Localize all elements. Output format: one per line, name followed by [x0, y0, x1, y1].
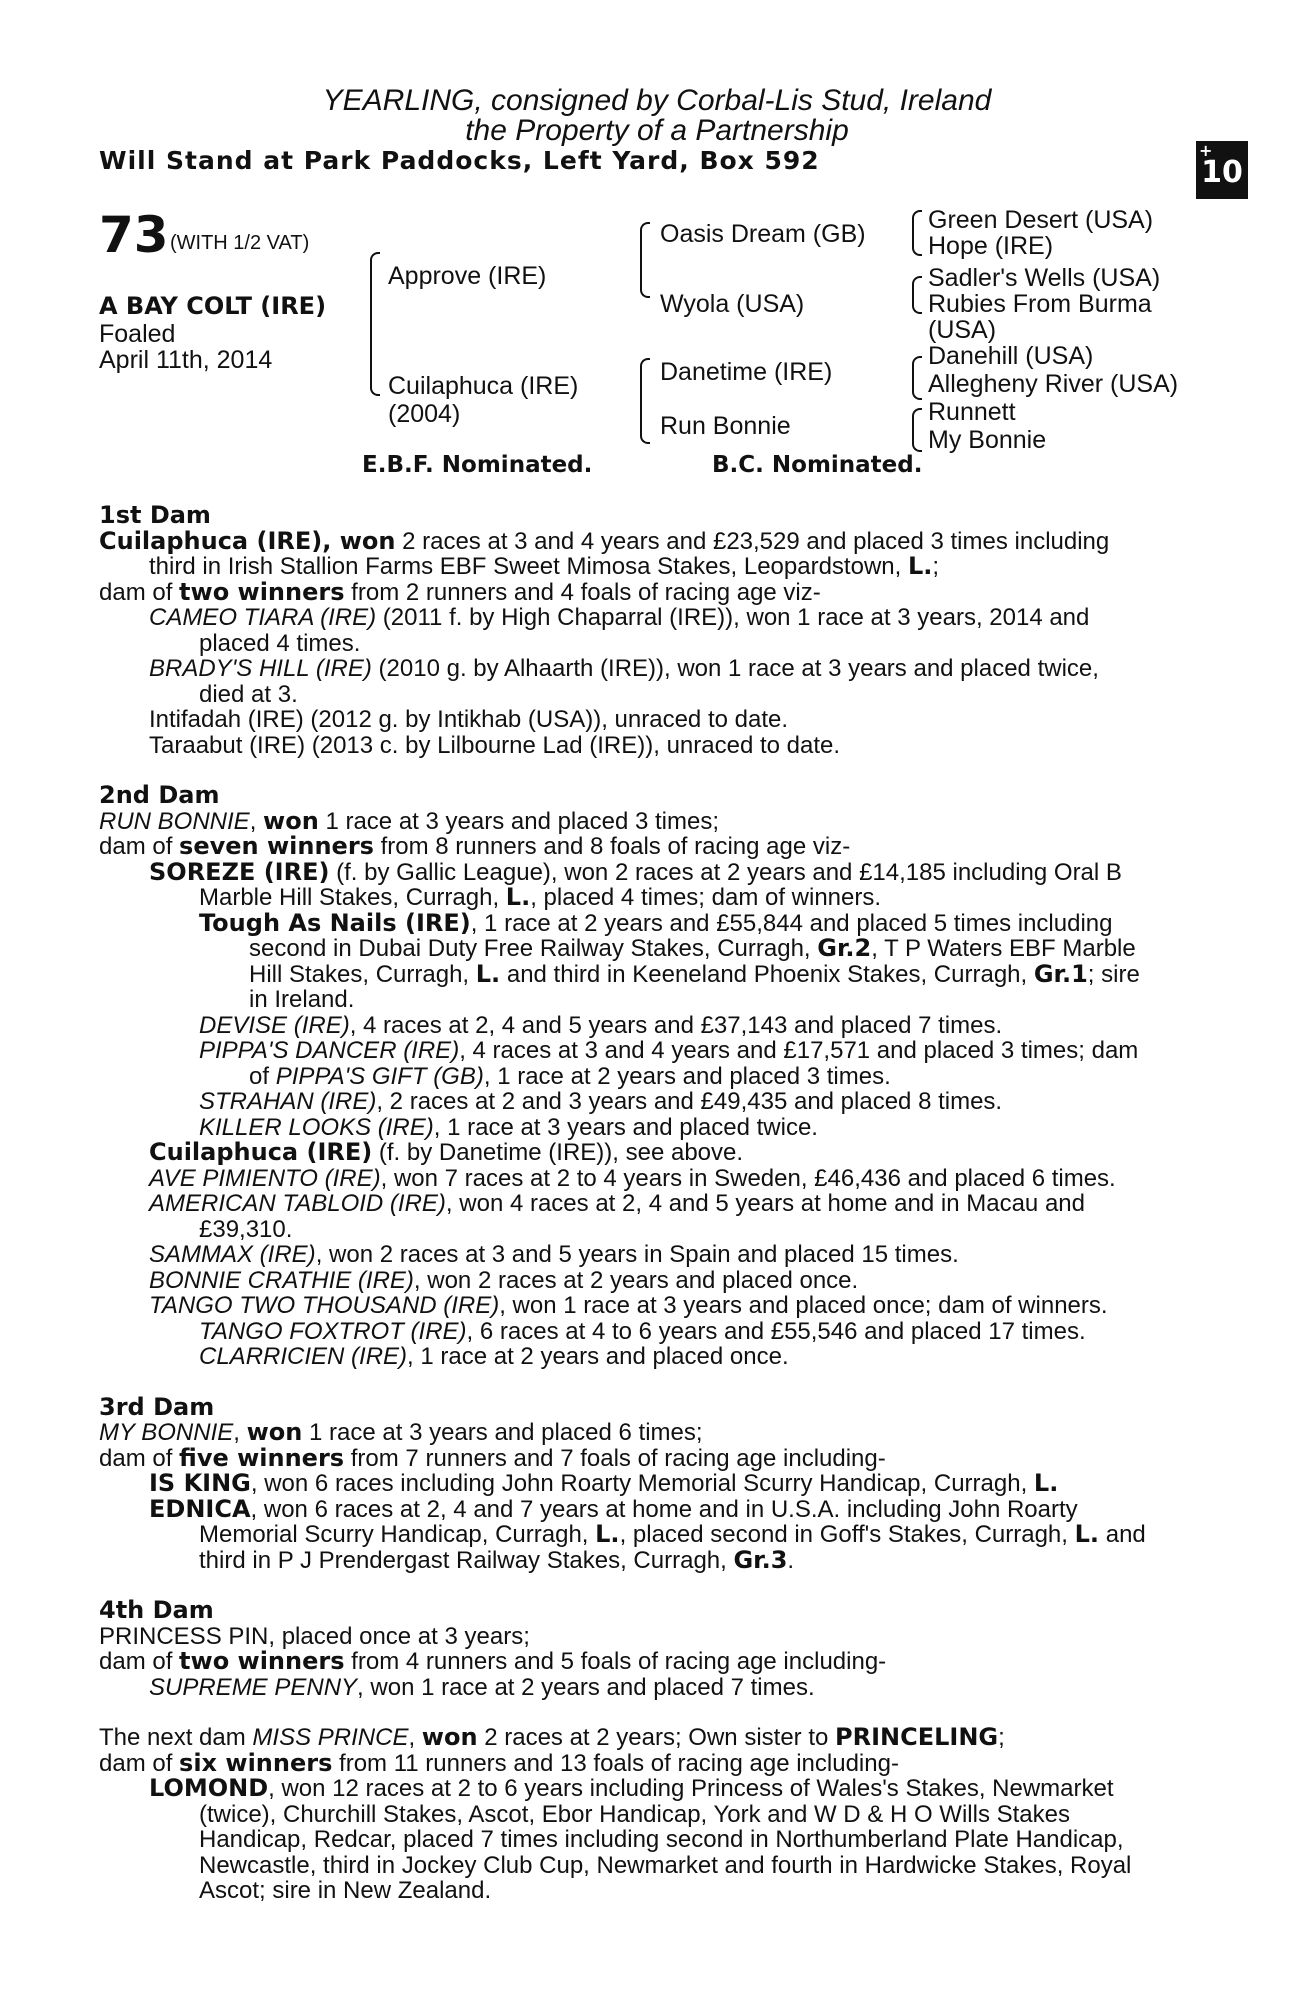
- foaled-label: Foaled: [99, 320, 176, 348]
- lot-name: A BAY COLT (IRE): [99, 292, 327, 320]
- fourth-dam-heading: 4th Dam: [99, 1596, 214, 1624]
- ped-sss: Green Desert (USA): [928, 206, 1154, 234]
- brace-sire: [640, 222, 650, 298]
- ped-dsd: Allegheny River (USA): [928, 370, 1179, 398]
- brace-sd: [912, 276, 922, 314]
- foal-american-tabloid: AMERICAN TABLOID (IRE), won 4 races at 2, 4 and 5 years at home and in Macau and: [149, 1190, 1085, 1217]
- foal-american-tabloid-cont: £39,310.: [199, 1215, 293, 1243]
- property-line: the Property of a Partnership: [465, 114, 849, 147]
- catalogue-badge: [1196, 141, 1248, 199]
- foal-soreze-cont: Marble Hill Stakes, Curragh, L., placed 4 times; dam of winners.: [199, 883, 882, 911]
- foal-tough-as-nails: Tough As Nails (IRE), 1 race at 2 years and £55,844 and placed 5 times including: [199, 908, 1113, 937]
- brace-gen1: [370, 252, 380, 396]
- foal-ednica-cont1: Memorial Scurry Handicap, Curragh, L., placed second in Goff's Stakes, Curragh, L. and: [199, 1520, 1146, 1548]
- foal-cameo-tiara: CAMEO TIARA (IRE) (2011 f. by High Chaparral (IRE)), won 1 race at 3 years, 2014 and: [149, 604, 1090, 631]
- foal-ednica: EDNICA, won 6 races at 2, 4 and 7 years at home and in U.S.A. including John Roarty: [149, 1494, 1078, 1523]
- foal-cuilaphuca: Cuilaphuca (IRE) (f. by Danetime (IRE)), see above.: [149, 1138, 744, 1166]
- foal-supreme-penny: SUPREME PENNY, won 1 race at 2 years and placed 7 times.: [149, 1673, 815, 1701]
- foal-sammax: SAMMAX (IRE), won 2 races at 3 and 5 years in Spain and placed 15 times.: [149, 1241, 959, 1268]
- ped-sdd: Rubies From Burma: [928, 290, 1152, 318]
- foal-tough-as-nails-cont3: in Ireland.: [249, 986, 355, 1013]
- foal-tango-two-thousand: TANGO TWO THOUSAND (IRE), won 1 race at 3 years and placed once; dam of winners.: [149, 1292, 1108, 1319]
- ebf-nominated: E.B.F. Nominated.: [362, 452, 593, 478]
- dam-name: Cuilaphuca (IRE): [388, 372, 579, 400]
- foal-clarricien: CLARRICIEN (IRE), 1 race at 2 years and placed once.: [199, 1343, 789, 1370]
- vat-note: (WITH 1/2 VAT): [170, 232, 310, 254]
- second-dam-line: RUN BONNIE, won 1 race at 3 years and placed 3 times;: [99, 806, 719, 835]
- first-dam-produce: dam of two winners from 2 runners and 4 foals of racing age viz-: [99, 577, 821, 606]
- dam-dam: Run Bonnie: [660, 412, 791, 440]
- foal-ave-pimiento: AVE PIMIENTO (IRE), won 7 races at 2 to 4 years in Sweden, £46,436 and placed 6 times.: [149, 1164, 1116, 1192]
- foal-bradys-hill: BRADY'S HILL (IRE) (2010 g. by Alhaarth (IRE)), won 1 race at 3 years and placed twice,: [149, 655, 1099, 682]
- produce-record: [99, 503, 1205, 1904]
- foal-cameo-tiara-cont: placed 4 times.: [199, 629, 361, 657]
- ped-dds: Runnett: [928, 398, 1016, 426]
- foal-lomond-cont2: Handicap, Redcar, placed 7 times including second in Northumberland Plate Handicap,: [199, 1826, 1124, 1853]
- foal-intifadah: Intifadah (IRE) (2012 g. by Intikhab (USA)), unraced to date.: [149, 706, 788, 733]
- foal-strahan: STRAHAN (IRE), 2 races at 2 and 3 years and £49,435 and placed 8 times.: [199, 1088, 1003, 1115]
- foal-lomond: LOMOND, won 12 races at 2 to 6 years including Princess of Wales's Stakes, Newmarket: [149, 1774, 1114, 1802]
- second-dam-produce: dam of seven winners from 8 runners and 8 foals of racing age viz-: [99, 832, 851, 860]
- brace-dd: [912, 408, 922, 452]
- ped-ddd: My Bonnie: [928, 426, 1047, 454]
- foal-ednica-cont2: third in P J Prendergast Railway Stakes, Curragh, Gr.3.: [199, 1545, 795, 1574]
- dam-year: (2004): [388, 400, 461, 428]
- dam-sire: Danetime (IRE): [660, 358, 833, 386]
- brace-ds: [912, 356, 922, 400]
- third-dam-produce: dam of five winners from 7 runners and 7 foals of racing age including-: [99, 1443, 886, 1472]
- foal-taraabut: Taraabut (IRE) (2013 c. by Lilbourne Lad (IRE)), unraced to date.: [149, 731, 841, 759]
- bc-nominated: B.C. Nominated.: [712, 452, 923, 478]
- third-dam-line: MY BONNIE, won 1 race at 3 years and placed 6 times;: [99, 1418, 703, 1446]
- ped-dss: Danehill (USA): [928, 342, 1094, 370]
- foal-bonnie-crathie: BONNIE CRATHIE (IRE), won 2 races at 2 years and placed once.: [149, 1266, 859, 1294]
- foal-is-king: IS KING, won 6 races including John Roarty Memorial Scurry Handicap, Curragh, L.: [149, 1469, 1059, 1497]
- foal-tough-as-nails-cont2: Hill Stakes, Curragh, L. and third in Keeneland Phoenix Stakes, Curragh, Gr.1; sire: [249, 959, 1140, 988]
- third-dam-heading: 3rd Dam: [99, 1392, 215, 1421]
- badge-plus-mark: +: [1199, 141, 1213, 160]
- first-dam-line: Cuilaphuca (IRE), won 2 races at 3 and 4 years and £23,529 and placed 3 times including: [99, 526, 1110, 555]
- foal-soreze: SOREZE (IRE) (f. by Gallic League), won 2 races at 2 years and £14,185 including Oral B: [149, 857, 1122, 886]
- ped-sds: Sadler's Wells (USA): [928, 264, 1161, 292]
- sire-sire: Oasis Dream (GB): [660, 220, 866, 248]
- first-dam-heading: 1st Dam: [99, 501, 211, 529]
- foaled-date: April 11th, 2014: [99, 346, 273, 374]
- foal-bradys-hill-cont: died at 3.: [199, 680, 298, 708]
- foal-tough-as-nails-cont1: second in Dubai Duty Free Railway Stakes, Curragh, Gr.2, T P Waters EBF Marble: [249, 934, 1136, 962]
- next-dam-line: The next dam MISS PRINCE, won 2 races at 2 years; Own sister to PRINCELING;: [99, 1723, 1005, 1751]
- foal-lomond-cont1: (twice), Churchill Stakes, Ascot, Ebor Handicap, York and W D & H O Wills Stakes: [199, 1800, 1070, 1828]
- sire-name: Approve (IRE): [388, 262, 547, 290]
- first-dam-line-cont: third in Irish Stallion Farms EBF Sweet Mimosa Stakes, Leopardstown, L.;: [149, 552, 940, 580]
- badge-number: 10: [1201, 155, 1243, 190]
- ped-ssd: Hope (IRE): [928, 232, 1054, 260]
- foal-pippas-dancer-cont: of PIPPA'S GIFT (GB), 1 race at 2 years and placed 3 times.: [249, 1062, 891, 1090]
- second-dam-heading: 2nd Dam: [99, 781, 220, 809]
- brace-ss: [912, 210, 922, 256]
- foal-tango-foxtrot: TANGO FOXTROT (IRE), 6 races at 4 to 6 years and £55,546 and placed 17 times.: [199, 1317, 1086, 1345]
- foal-pippas-dancer: PIPPA'S DANCER (IRE), 4 races at 3 and 4 years and £17,571 and placed 3 times; dam: [199, 1037, 1139, 1064]
- foal-killer-looks: KILLER LOOKS (IRE), 1 race at 3 years and placed twice.: [199, 1113, 818, 1141]
- stand-location: Will Stand at Park Paddocks, Left Yard, Box 592: [99, 146, 820, 175]
- foal-devise: DEVISE (IRE), 4 races at 2, 4 and 5 years and £37,143 and placed 7 times.: [199, 1011, 1003, 1039]
- ped-sdd-country: (USA): [928, 316, 997, 344]
- consignor-line: YEARLING, consigned by Corbal-Lis Stud, Ireland: [322, 84, 992, 117]
- foal-lomond-cont3: Newcastle, third in Jockey Club Cup, Newmarket and fourth in Hardwicke Stakes, Royal: [199, 1851, 1132, 1879]
- next-dam-produce: dam of six winners from 11 runners and 13 foals of racing age including-: [99, 1748, 899, 1777]
- foal-lomond-cont4: Ascot; sire in New Zealand.: [199, 1877, 492, 1904]
- brace-dam: [640, 358, 650, 444]
- lot-number: 73: [99, 206, 169, 264]
- sire-dam: Wyola (USA): [660, 290, 805, 318]
- fourth-dam-line: PRINCESS PIN, placed once at 3 years;: [99, 1622, 530, 1650]
- fourth-dam-produce: dam of two winners from 4 runners and 5 foals of racing age including-: [99, 1647, 887, 1675]
